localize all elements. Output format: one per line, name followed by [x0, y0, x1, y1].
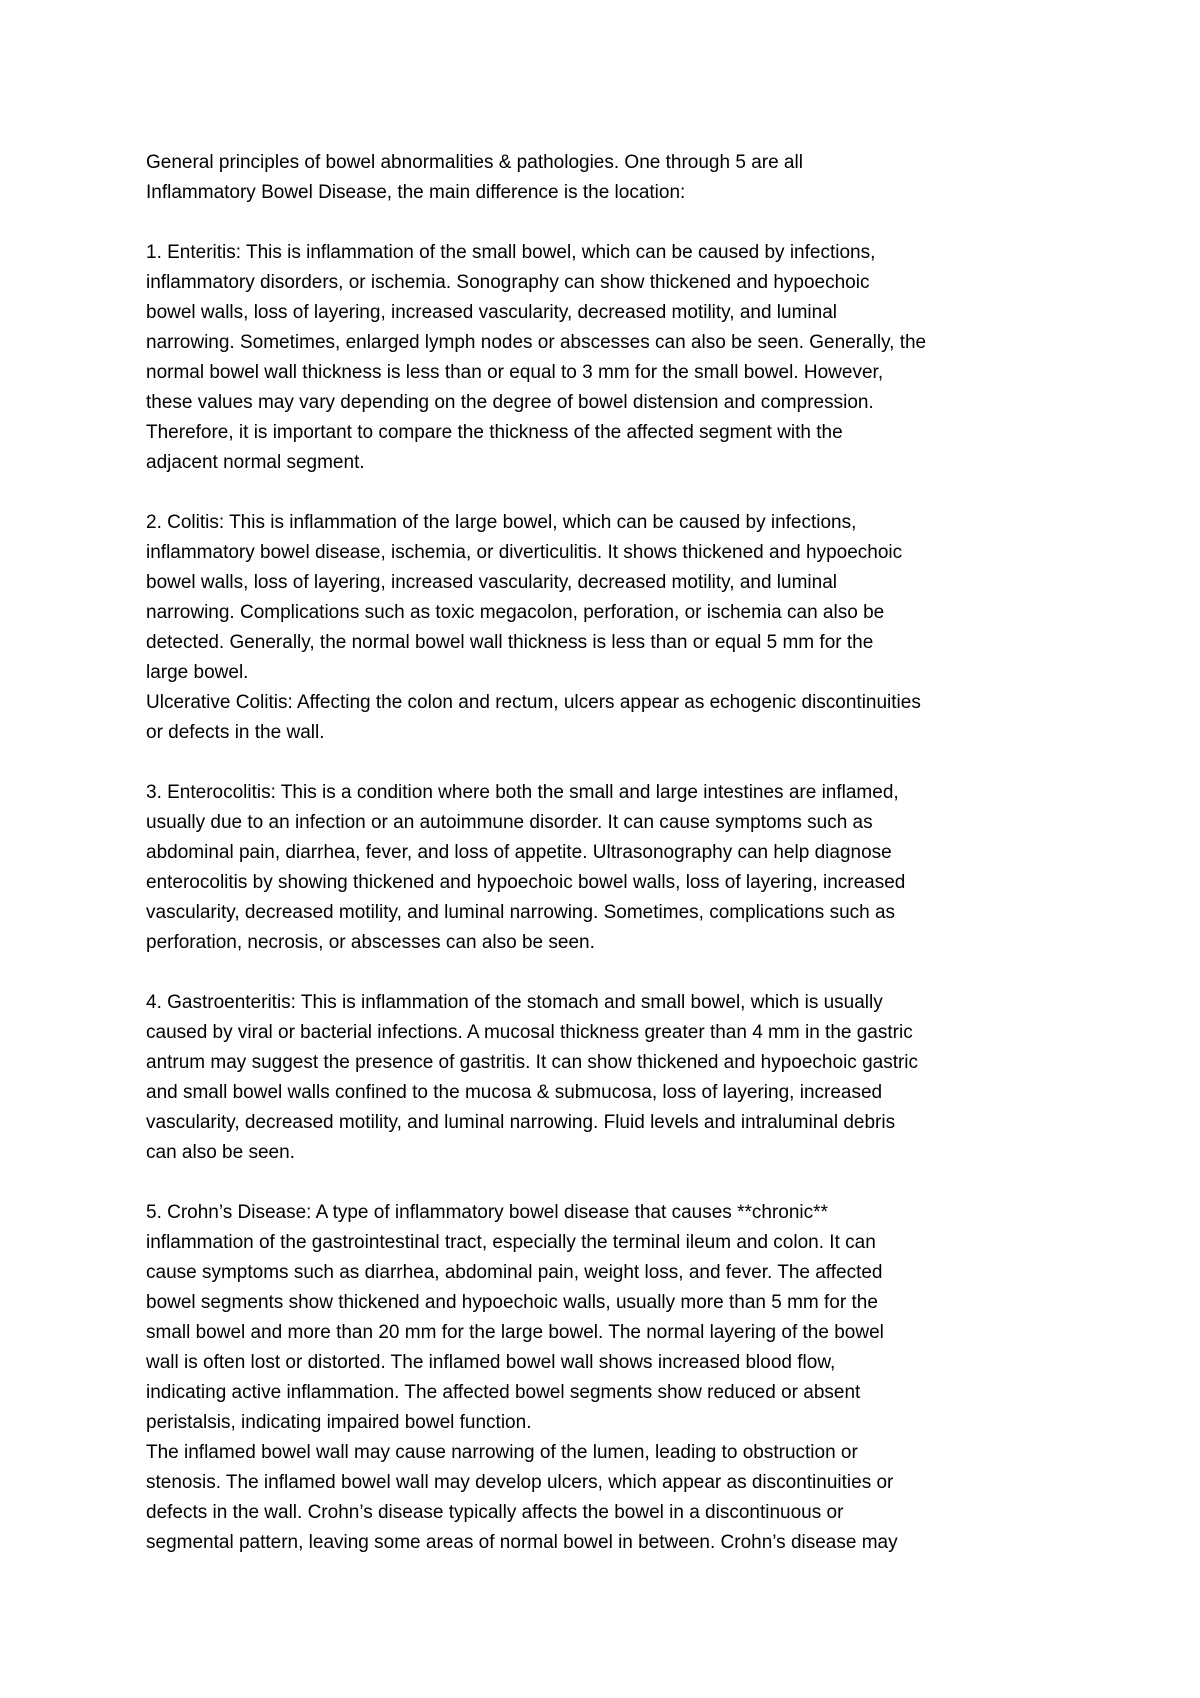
- text-line: or defects in the wall.: [146, 722, 325, 743]
- text-line: usually due to an infection or an autoimmune disorder. It can cause symptoms such as: [146, 812, 873, 833]
- text-line: bowel walls, loss of layering, increased vascularity, decreased motility, and luminal: [146, 302, 837, 323]
- text-line: vascularity, decreased motility, and luminal narrowing. Sometimes, complications such as: [146, 902, 896, 923]
- gastroenteritis-paragraph: [146, 988, 1096, 1168]
- text-line: perforation, necrosis, or abscesses can also be seen.: [146, 932, 595, 953]
- text-line: defects in the wall. Crohn’s disease typically affects the bowel in a discontinuous or: [146, 1502, 844, 1523]
- text-line: normal bowel wall thickness is less than or equal to 3 mm for the small bowel. However,: [146, 362, 884, 383]
- text-line: narrowing. Complications such as toxic megacolon, perforation, or ischemia can also be: [146, 602, 885, 623]
- text-line: segmental pattern, leaving some areas of normal bowel in between. Crohn’s disease may: [146, 1532, 898, 1553]
- text-line: vascularity, decreased motility, and luminal narrowing. Fluid levels and intraluminal debris: [146, 1112, 896, 1133]
- text-line: inflammatory bowel disease, ischemia, or diverticulitis. It shows thickened and hypoechoic: [146, 542, 903, 563]
- text-line: peristalsis, indicating impaired bowel function.: [146, 1412, 532, 1433]
- text-line: The inflamed bowel wall may cause narrowing of the lumen, leading to obstruction or: [146, 1442, 858, 1463]
- text-line: 4. Gastroenteritis: This is inflammation of the stomach and small bowel, which is usually: [146, 992, 883, 1013]
- text-line: 3. Enterocolitis: This is a condition where both the small and large intestines are inflamed,: [146, 782, 899, 803]
- text-line: indicating active inflammation. The affected bowel segments show reduced or absent: [146, 1382, 861, 1403]
- text-line: these values may vary depending on the degree of bowel distension and compression.: [146, 392, 874, 413]
- text-line: inflammation of the gastrointestinal tract, especially the terminal ileum and colon. It can: [146, 1232, 876, 1253]
- enterocolitis-paragraph: [146, 778, 1096, 958]
- text-line: enterocolitis by showing thickened and hypoechoic bowel walls, loss of layering, increased: [146, 872, 906, 893]
- enteritis-paragraph: [146, 238, 1096, 478]
- text-line: 2. Colitis: This is inflammation of the large bowel, which can be caused by infections,: [146, 512, 857, 533]
- text-line: General principles of bowel abnormalities & pathologies. One through 5 are all: [146, 152, 803, 173]
- text-line: narrowing. Sometimes, enlarged lymph nodes or abscesses can also be seen. Generally, the: [146, 332, 927, 353]
- text-line: abdominal pain, diarrhea, fever, and loss of appetite. Ultrasonography can help diagnose: [146, 842, 892, 863]
- colitis-paragraph: [146, 508, 1096, 748]
- text-line: inflammatory disorders, or ischemia. Sonography can show thickened and hypoechoic: [146, 272, 870, 293]
- text-line: 1. Enteritis: This is inflammation of the small bowel, which can be caused by infections,: [146, 242, 876, 263]
- text-line: 5. Crohn’s Disease: A type of inflammatory bowel disease that causes **chronic**: [146, 1202, 828, 1223]
- text-line: detected. Generally, the normal bowel wall thickness is less than or equal 5 mm for the: [146, 632, 874, 653]
- text-line: and small bowel walls confined to the mucosa & submucosa, loss of layering, increased: [146, 1082, 883, 1103]
- text-line: stenosis. The inflamed bowel wall may develop ulcers, which appear as discontinuities or: [146, 1472, 894, 1493]
- document-body: [146, 148, 1096, 1588]
- text-line: large bowel.: [146, 662, 249, 683]
- text-line: bowel segments show thickened and hypoechoic walls, usually more than 5 mm for the: [146, 1292, 878, 1313]
- intro-paragraph: [146, 148, 1096, 208]
- text-line: Ulcerative Colitis: Affecting the colon and rectum, ulcers appear as echogenic discontinuities: [146, 692, 921, 713]
- text-line: antrum may suggest the presence of gastritis. It can show thickened and hypoechoic gastric: [146, 1052, 919, 1073]
- text-line: bowel walls, loss of layering, increased vascularity, decreased motility, and luminal: [146, 572, 837, 593]
- crohns-paragraph: [146, 1198, 1096, 1558]
- text-line: can also be seen.: [146, 1142, 295, 1163]
- text-line: small bowel and more than 20 mm for the large bowel. The normal layering of the bowel: [146, 1322, 884, 1343]
- text-line: wall is often lost or distorted. The inflamed bowel wall shows increased blood flow,: [146, 1352, 836, 1373]
- text-line: adjacent normal segment.: [146, 452, 365, 473]
- text-line: cause symptoms such as diarrhea, abdominal pain, weight loss, and fever. The affected: [146, 1262, 883, 1283]
- text-line: caused by viral or bacterial infections. A mucosal thickness greater than 4 mm in the gastric: [146, 1022, 913, 1043]
- text-line: Inflammatory Bowel Disease, the main difference is the location:: [146, 182, 686, 203]
- text-line: Therefore, it is important to compare the thickness of the affected segment with the: [146, 422, 843, 443]
